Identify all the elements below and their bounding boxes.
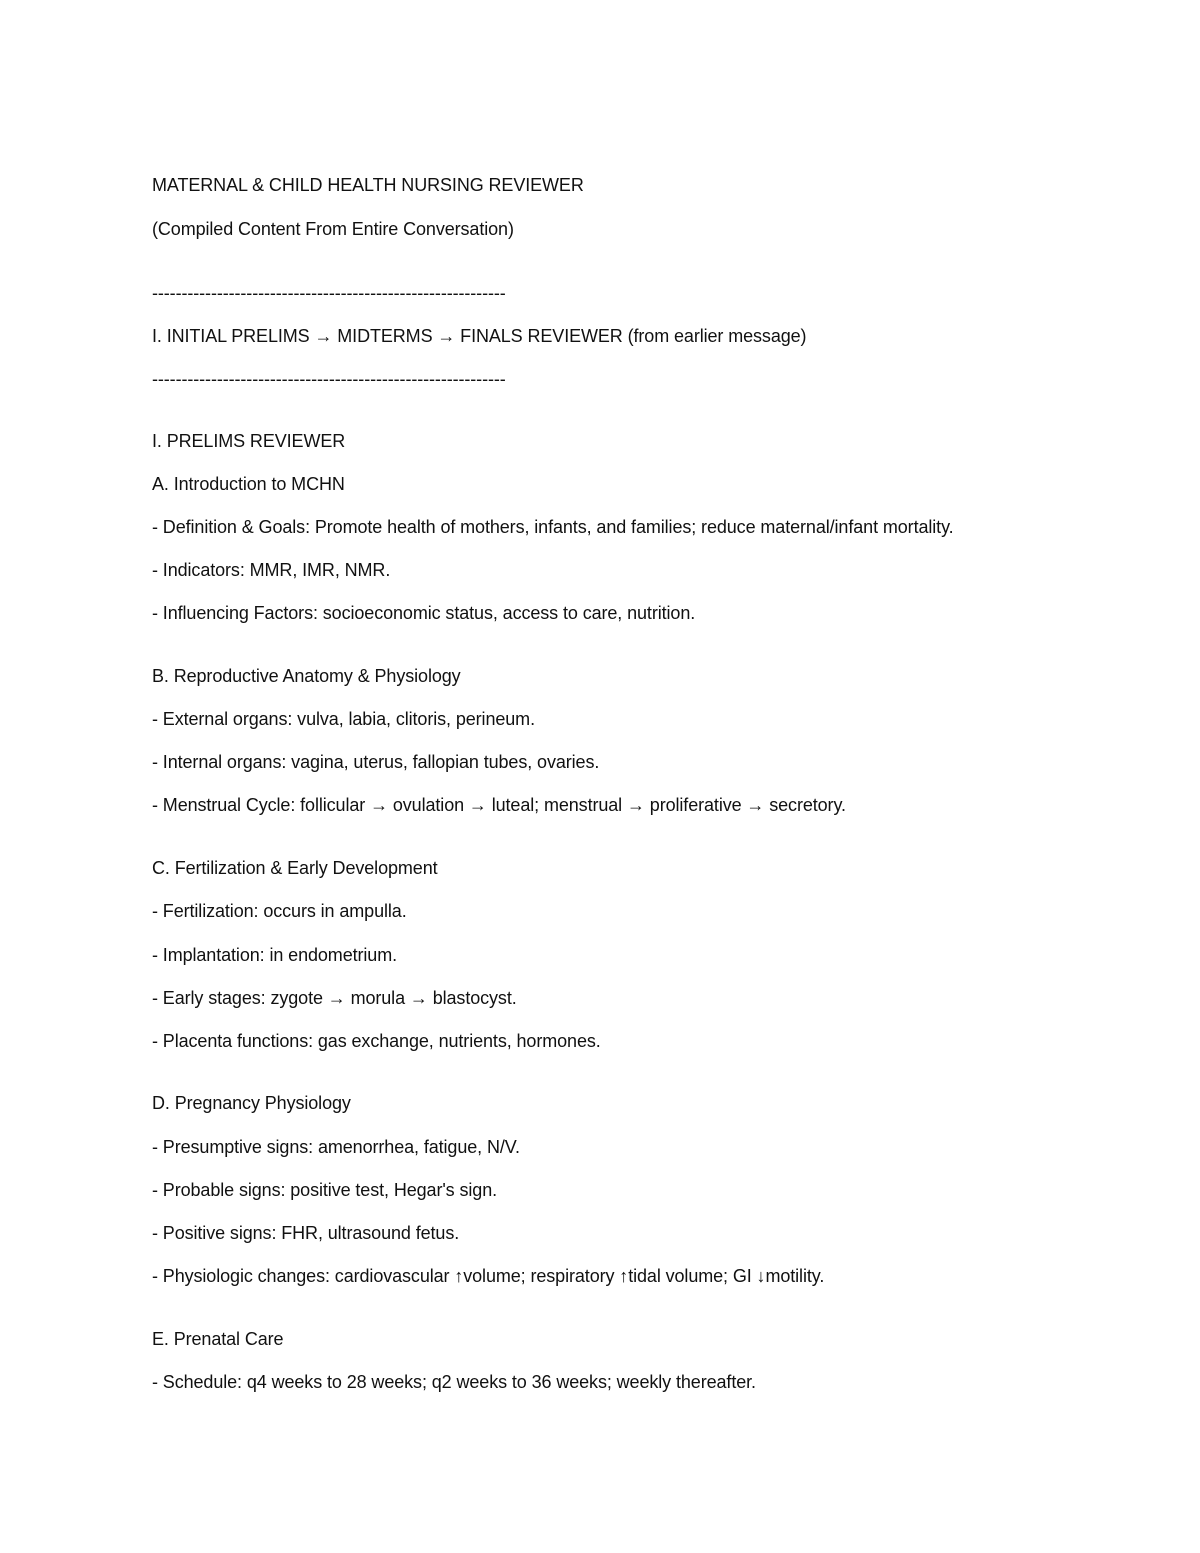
list-item: - Internal organs: vagina, uterus, fallopian tubes, ovaries. <box>152 752 600 772</box>
list-item: - External organs: vulva, labia, clitoris, perineum. <box>152 709 535 729</box>
divider-top: ------------------------------------------------------------ <box>152 283 506 303</box>
list-item: - Definition & Goals: Promote health of mothers, infants, and families; reduce maternal/infant mortality. <box>152 517 954 537</box>
list-item: - Placenta functions: gas exchange, nutrients, hormones. <box>152 1031 601 1051</box>
document-title: MATERNAL & CHILD HEALTH NURSING REVIEWER <box>152 175 584 195</box>
list-item: - Menstrual Cycle: follicular → ovulation → luteal; menstrual → proliferative → secretory. <box>152 795 846 815</box>
list-item: - Probable signs: positive test, Hegar's sign. <box>152 1180 498 1200</box>
list-item: - Positive signs: FHR, ultrasound fetus. <box>152 1223 460 1243</box>
section-heading-e: E. Prenatal Care <box>152 1329 284 1349</box>
document-subtitle: (Compiled Content From Entire Conversation) <box>152 219 514 239</box>
list-item: - Early stages: zygote → morula → blastocyst. <box>152 988 517 1008</box>
section-heading-c: C. Fertilization & Early Development <box>152 858 438 878</box>
section-title: I. PRELIMS REVIEWER <box>152 431 346 451</box>
section-heading-b: B. Reproductive Anatomy & Physiology <box>152 666 461 686</box>
list-item: - Presumptive signs: amenorrhea, fatigue, N/V. <box>152 1137 520 1157</box>
list-item: - Influencing Factors: socioeconomic status, access to care, nutrition. <box>152 603 696 623</box>
list-item: - Indicators: MMR, IMR, NMR. <box>152 560 391 580</box>
list-item: - Schedule: q4 weeks to 28 weeks; q2 weeks to 36 weeks; weekly thereafter. <box>152 1372 756 1392</box>
section-heading-a: A. Introduction to MCHN <box>152 474 345 494</box>
list-item: - Implantation: in endometrium. <box>152 945 398 965</box>
list-item: - Physiologic changes: cardiovascular ↑volume; respiratory ↑tidal volume; GI ↓motility. <box>152 1266 825 1286</box>
divider-bottom: ------------------------------------------------------------ <box>152 369 506 389</box>
section-heading-d: D. Pregnancy Physiology <box>152 1093 351 1113</box>
banner-heading: I. INITIAL PRELIMS → MIDTERMS → FINALS REVIEWER (from earlier message) <box>152 326 807 346</box>
list-item: - Fertilization: occurs in ampulla. <box>152 901 407 921</box>
